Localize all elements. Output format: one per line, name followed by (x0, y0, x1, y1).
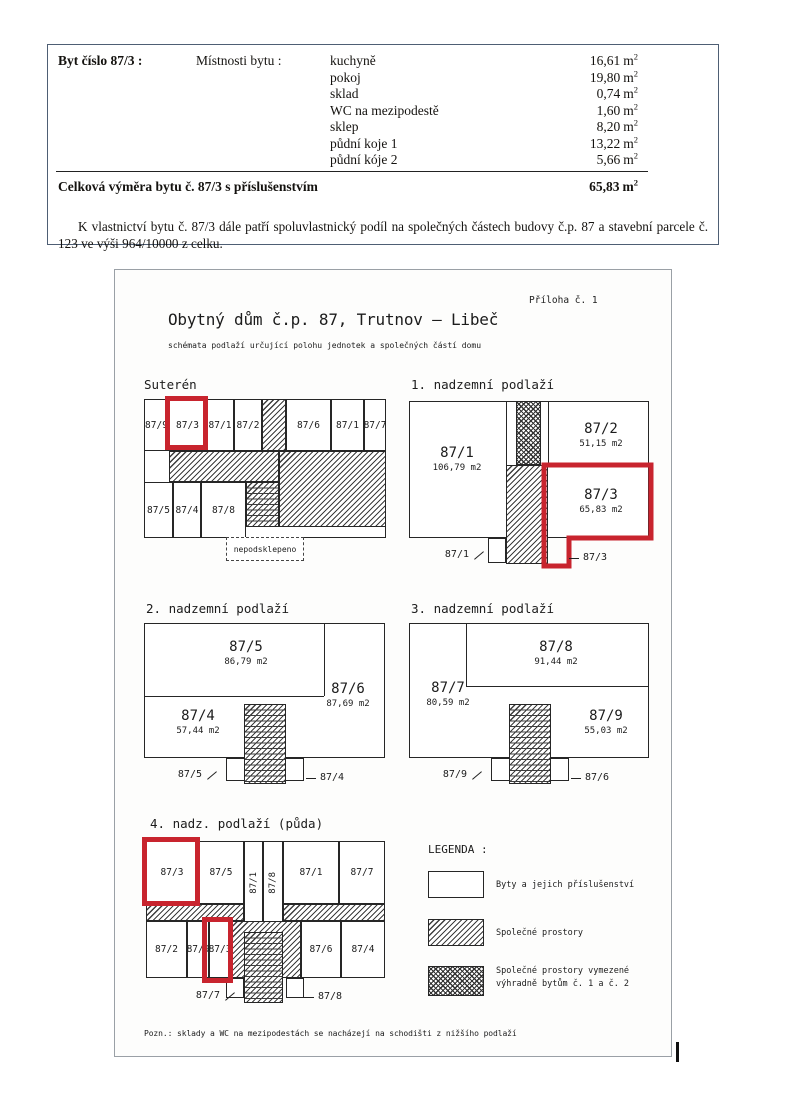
room-name: půdní koje 1 (330, 135, 398, 151)
entry-label: 87/4 (320, 772, 345, 783)
annex-subtitle: schémata podlaží určující polohu jednotek a společných částí domu (168, 341, 482, 350)
room-area: 0,74 $m^2$ (596, 84, 638, 101)
entry-box (286, 978, 304, 998)
stairwell-hatch (244, 932, 283, 1003)
attic-87-5: 87/5 (198, 841, 244, 904)
attic-87-1: 87/1 (283, 841, 339, 904)
plan-floor3 (409, 601, 654, 791)
room-area: 19,80 $m^2$ (589, 68, 638, 85)
wall (466, 686, 649, 687)
attachment-label: Příloha č. 1 (529, 295, 598, 306)
stairwell-hatch (244, 704, 286, 784)
pointer-dash (304, 997, 314, 998)
total-area-label: Celková výměra bytu č. 87/3 s příslušenstvím (58, 179, 318, 194)
room-row (48, 53, 718, 69)
floor-name: 3. nadzemní podlaží (411, 601, 554, 616)
attic-87-2: 87/2 (146, 921, 187, 978)
room-name: půdní kóje 2 (330, 152, 398, 167)
room-87-4: 87/4 (173, 482, 201, 538)
common-area-hatch (169, 451, 279, 482)
attic-87-1-narrow: 87/1 (244, 841, 263, 924)
legend-swatch-common (428, 919, 484, 946)
pointer-tick (474, 551, 484, 559)
room-row (48, 86, 718, 102)
unit-87-3: 87/3 65,83 m2 (579, 487, 623, 515)
wall (144, 696, 324, 697)
legend-label: Společné prostory vymezené výhradně bytům č. 1 a č. 2 (496, 966, 630, 989)
legend-label: Společné prostory (496, 928, 583, 938)
room-area: 8,20 $m^2$ (596, 117, 638, 134)
floor-name: Suterén (144, 377, 197, 392)
room-row (48, 103, 718, 119)
room-name: WC na mezipodestě (330, 102, 439, 118)
unit-87-1: 87/1 106,79 m2 (432, 445, 482, 473)
room-87-6: 87/6 (286, 399, 331, 451)
room-name: sklep (330, 119, 359, 134)
room-row (48, 136, 718, 152)
legend-swatch-reserved-common (428, 966, 484, 996)
apartment-summary-panel (47, 44, 719, 251)
common-area-hatch (262, 399, 286, 451)
footnote: Pozn.: sklady a WC na mezipodestách se nacházejí na schodišti z nižšího podlaží (144, 1029, 517, 1038)
unit-87-5: 87/5 86,79 m2 (224, 639, 268, 667)
pointer-dash (571, 778, 581, 779)
entry-box (285, 758, 304, 781)
ownership-note: K vlastnictví bytu č. 87/3 dále patří spoluvlastnický podíl na společných částech budovy č.p. 87 a stavební parcele č. 123 ve výši 964/10000 z celku. (58, 219, 708, 251)
plan-floor4 (144, 816, 389, 1011)
entry-box (550, 758, 569, 781)
legend-label: Byty a jejich příslušenství (496, 880, 635, 890)
attic-87-3-narrow: 87/3 (209, 921, 231, 978)
stairwell-hatch (246, 482, 279, 527)
unit-87-9: 87/9 55,03 m2 (584, 708, 628, 736)
text-cursor (676, 1042, 679, 1062)
wall (466, 623, 467, 686)
entry-label: 87/6 (585, 772, 610, 783)
apartment-number-label: Byt číslo 87/3 : (58, 53, 143, 68)
entry-label: 87/9 (442, 769, 467, 780)
floor-name: 4. nadz. podlaží (půda) (150, 816, 324, 831)
room-name: kuchyně (330, 53, 376, 68)
highlight-attic-87-3-top (142, 837, 200, 906)
common-area-hatch (279, 451, 386, 527)
unit-87-8: 87/8 91,44 m2 (534, 639, 578, 667)
no-basement-box: nepodsklepeno (226, 537, 304, 561)
total-area-value: 65,83 $m^2$ (589, 177, 638, 194)
summary-divider (56, 171, 648, 172)
entry-box (488, 538, 506, 563)
room-row (48, 152, 718, 168)
plan-basement (144, 377, 389, 569)
floor-name: 2. nadzemní podlaží (146, 601, 289, 616)
plan-floor1 (409, 377, 671, 572)
attic-87-6: 87/6 (301, 921, 341, 978)
highlight-basement-87-3 (165, 396, 208, 450)
room-name: sklad (330, 86, 359, 101)
floor-plan-annex (114, 269, 672, 1057)
plan-floor2 (144, 601, 389, 791)
attic-87-8-narrow: 87/8 (263, 841, 283, 924)
entry-label: 87/3 (583, 552, 608, 563)
attic-87-7: 87/7 (339, 841, 385, 904)
unit-87-4: 87/4 57,44 m2 (176, 708, 220, 736)
pointer-dash (306, 778, 316, 779)
entry-box (226, 758, 245, 781)
legend-title: LEGENDA : (428, 843, 488, 856)
stairwell-hatch (509, 704, 551, 784)
room-87-3: 87/3 (169, 399, 206, 451)
floor-name: 1. nadzemní podlaží (411, 377, 554, 392)
room-row (48, 70, 718, 86)
room-87-9: 87/9 (144, 399, 169, 451)
entry-label: 87/1 (444, 549, 469, 560)
pointer-dash (569, 558, 579, 559)
room-87-1b: 87/1 (331, 399, 364, 451)
room-area: 1,60 $m^2$ (596, 101, 638, 118)
room-area: 16,61 $m^2$ (589, 51, 638, 68)
room-87-7: 87/7 (364, 399, 386, 451)
room-87-5: 87/5 (144, 482, 173, 538)
entry-label: 87/8 (318, 991, 343, 1002)
unit-87-2: 87/2 51,15 m2 (579, 421, 623, 449)
pointer-tick (472, 771, 482, 779)
common-area-hatch (283, 904, 385, 921)
highlight-attic-87-3-bottom (202, 917, 233, 983)
pointer-tick (207, 771, 217, 779)
wall (548, 401, 549, 465)
entry-label: 87/5 (177, 769, 202, 780)
room-name: pokoj (330, 69, 361, 85)
room-area: 13,22 $m^2$ (589, 134, 638, 151)
room-87-1: 87/1 (206, 399, 234, 451)
room-87-2: 87/2 (234, 399, 262, 451)
attic-87-4: 87/4 (341, 921, 385, 978)
room-87-8: 87/8 (201, 482, 246, 538)
legend-swatch-apartment (428, 871, 484, 898)
annex-title: Obytný dům č.p. 87, Trutnov – Libeč (168, 310, 499, 329)
reserved-common-hatch (516, 401, 541, 465)
rooms-heading: Místnosti bytu : (196, 53, 282, 68)
entry-box (491, 758, 510, 781)
room-row (48, 119, 718, 135)
attic-87-3: 87/3 (146, 841, 198, 904)
attic-87-9: 87/9 (187, 921, 209, 978)
entry-label: 87/7 (195, 990, 220, 1001)
unit-87-7: 87/7 80,59 m2 (426, 680, 470, 708)
unit-87-6: 87/6 87,69 m2 (326, 681, 370, 709)
room-area: 5,66 $m^2$ (596, 150, 638, 167)
